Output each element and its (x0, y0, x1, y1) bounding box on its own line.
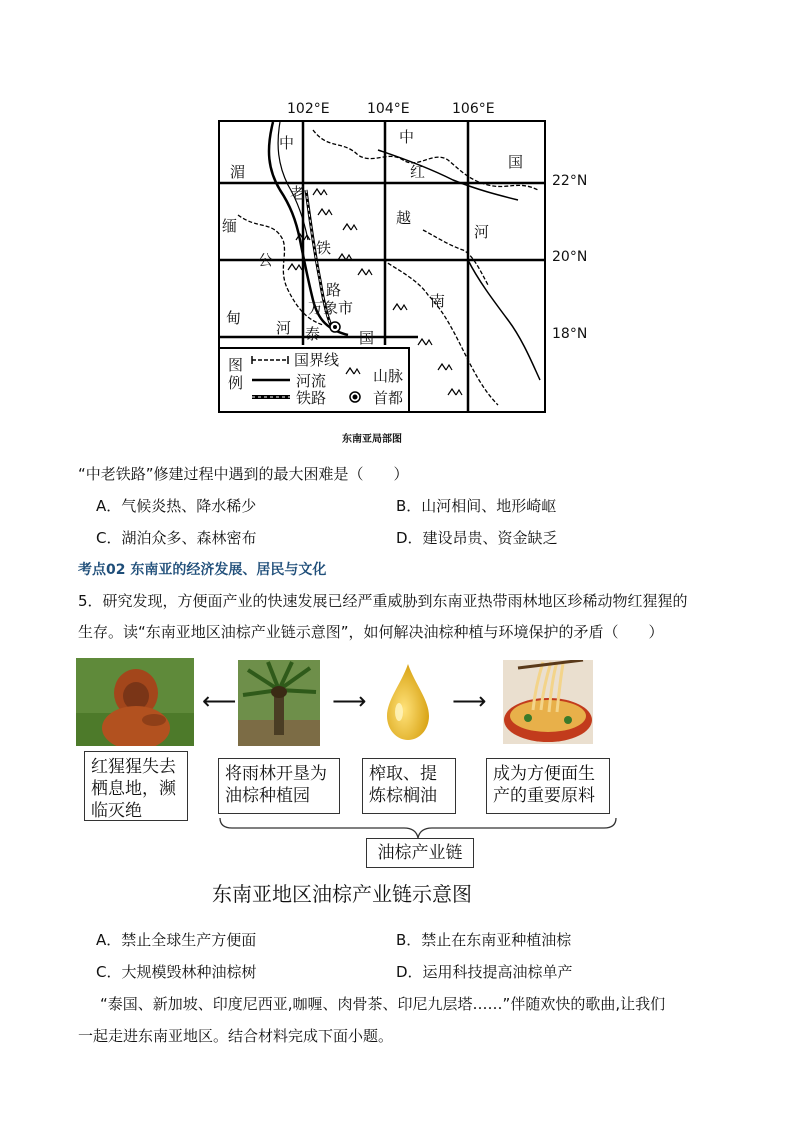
arrow-right-icon: ⟶ (332, 687, 367, 715)
legend-capital: 首都 (373, 389, 404, 407)
oil-drop-image (385, 662, 431, 746)
map-label: 甸 (226, 309, 242, 327)
lat-label: 18°N (552, 326, 588, 342)
map-label: 中 (279, 134, 295, 152)
legend-river: 河流 (296, 372, 327, 390)
q4-option-b: B．山河相间、地形崎岖 (396, 497, 557, 515)
capital-label: 万象市 (308, 299, 354, 317)
map-label: 河 (474, 223, 490, 241)
map-label: 国 (359, 329, 375, 347)
extract-oil-box: 榨取、提炼棕榈油 (362, 758, 456, 814)
q4-option-d: D．建设昂贵、资金缺乏 (396, 529, 558, 547)
q5-option-b: B．禁止在东南亚种植油棕 (396, 931, 572, 949)
arrow-left-icon: ⟵ (202, 687, 237, 715)
industry-chain-brace (218, 816, 618, 840)
legend-border: 国界线 (294, 351, 340, 369)
map-label: 河 (276, 319, 292, 337)
lon-label: 102°E (287, 101, 330, 117)
map-caption: 东南亚局部图 (342, 434, 402, 445)
q4-option-a: A．气候炎热、降水稀少 (96, 497, 257, 515)
industry-chain-label: 油棕产业链 (366, 838, 474, 868)
map-label: 中 (399, 128, 415, 146)
map-label: 越 (396, 209, 412, 227)
legend-mountain: 山脉 (373, 367, 404, 385)
map-label: 老 (290, 184, 306, 202)
diagram-caption: 东南亚地区油棕产业链示意图 (212, 882, 472, 906)
arrow-right-icon: ⟶ (452, 687, 487, 715)
map-label: 湄 (230, 163, 246, 181)
map-label: 缅 (222, 217, 238, 235)
map-label: 南 (430, 292, 446, 310)
q5-stem-line1: 5．研究发现，方便面产业的快速发展已经严重威胁到东南亚热带雨林地区珍稀动物红猩猩的 (78, 592, 688, 610)
lat-label: 20°N (552, 249, 588, 265)
material-line2: 一起走进东南亚地区。结合材料完成下面小题。 (78, 1027, 394, 1045)
section-heading: 考点02 东南亚的经济发展、居民与文化 (78, 562, 327, 578)
legend-railway: 铁路 (296, 389, 327, 407)
orangutan-box: 红猩猩失去栖息地，濒临灭绝 (84, 751, 188, 821)
oil-palm-image (238, 660, 320, 746)
orangutan-image (76, 658, 194, 746)
lon-label: 106°E (452, 101, 495, 117)
map-label: 国 (508, 153, 524, 171)
material-line1: “泰国、新加坡、印度尼西亚,咖喱、肉骨茶、印尼九层塔……”伴随欢快的歌曲,让我们 (100, 995, 666, 1013)
lat-label: 22°N (552, 173, 588, 189)
map-label: 公 (258, 251, 274, 269)
instant-noodles-image (503, 660, 593, 744)
q5-stem-line2: 生存。读“东南亚地区油棕产业链示意图”，如何解决油棕种植与环境保护的矛盾（ ） (78, 623, 664, 641)
plantation-box: 将雨林开垦为油棕种植园 (218, 758, 340, 814)
map-label: 红 (410, 163, 426, 181)
q4-option-c: C．湖泊众多、森林密布 (96, 529, 257, 547)
map-label: 路 (326, 281, 342, 299)
lon-label: 104°E (367, 101, 410, 117)
q5-option-c: C．大规模毁林种油棕树 (96, 963, 257, 981)
q5-option-d: D．运用科技提高油棕单产 (396, 963, 573, 981)
map-label: 泰 (305, 325, 321, 343)
map-label: 铁 (316, 239, 332, 257)
noodles-material-box: 成为方便面生产的重要原料 (486, 758, 610, 814)
q4-stem: “中老铁路”修建过程中遇到的最大困难是（ ） (78, 465, 409, 483)
q5-option-a: A．禁止全球生产方便面 (96, 931, 257, 949)
legend-title: 图例 (228, 356, 244, 392)
